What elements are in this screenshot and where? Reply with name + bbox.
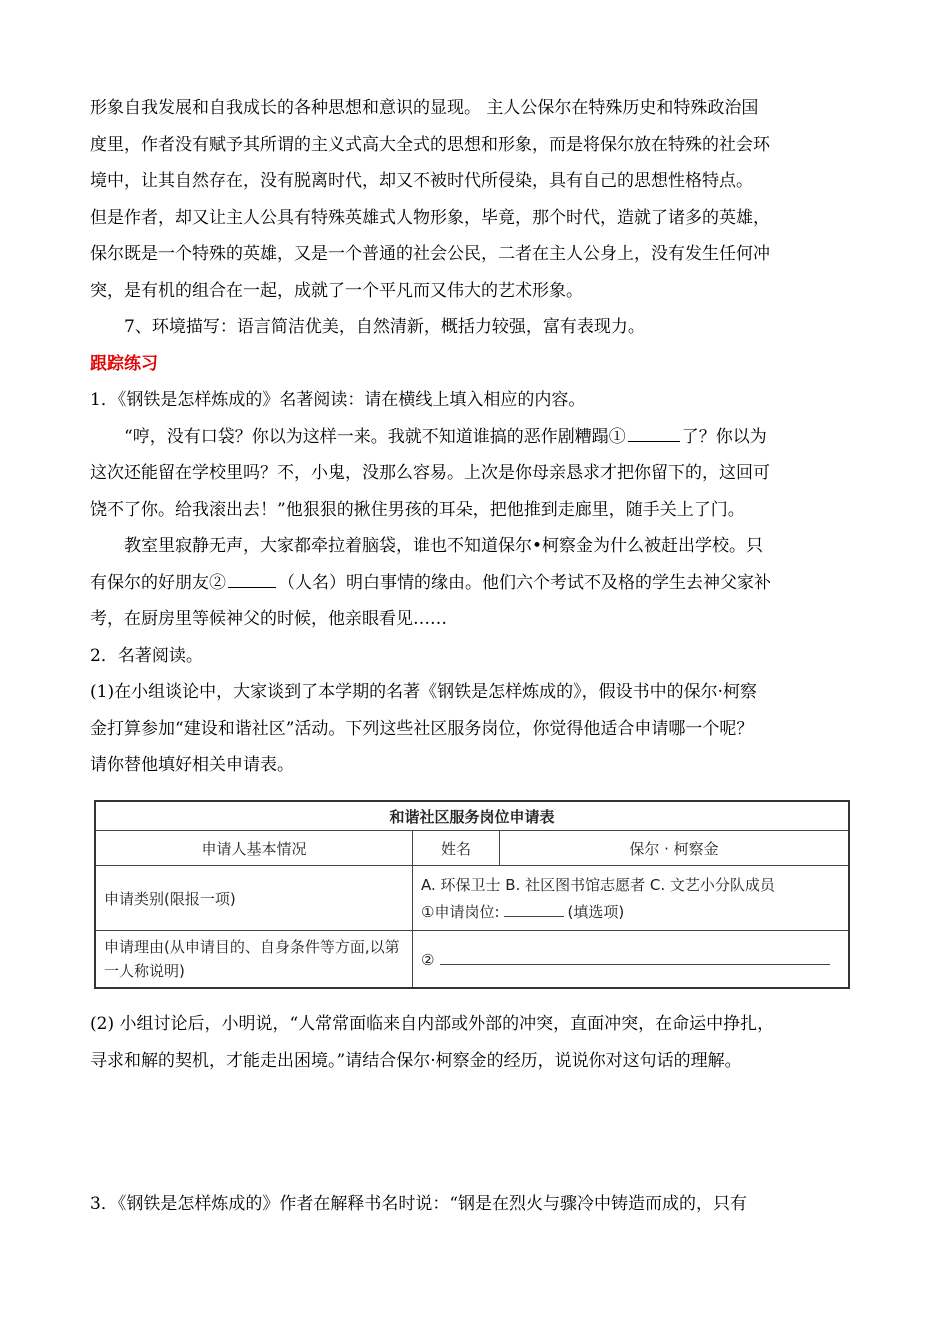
intro-paragraph [90,90,860,309]
document-page [90,90,860,784]
text-line: 教室里寂静无声，大家都牵拉着脑袋，谁也不知道保尔•柯察金为什么被赶出学校。只 [124,536,764,556]
basic-info-header: 申请人基本情况 [95,831,413,866]
text-line: 保尔既是一个特殊的英雄，又是一个普通的社会公民，二者在主人公身上，没有发生任何冲 [90,244,770,264]
text-line: (1)在小组谈论中，大家谈到了本学期的名著《钢铁是怎样炼成的》，假设书中的保尔·柯察 [90,682,757,702]
position-blank[interactable] [504,902,564,917]
text-line: 请你替他填好相关申请表。 [90,755,294,775]
position-line [421,901,840,922]
text-fragment: （人名）明白事情的缘由。他们六个考试不及格的学生去神父家补 [278,572,771,593]
question-1-line [90,565,860,602]
position-hint: (填选项) [567,903,625,921]
text-line: 境中，让其自然存在，没有脱离时代，却又不被时代所侵染，具有自己的思想性格特点。 [90,171,753,191]
text-line: 但是作者，却又让主人公具有特殊英雄式人物形象，毕竟，那个时代，造就了诸多的英雄， [90,207,770,228]
reason-mark: ② [421,950,435,969]
text-line: 饶不了你。给我滚出去！”他狠狠的揪住男孩的耳朵，把他推到走廊里，随手关上了门。 [90,499,745,520]
item-7: 7、环境描写：语言简洁优美，自然清新，概括力较强，富有表现力。 [124,317,645,337]
text-line: 形象自我发展和自我成长的各种思想和意识的显现。 主人公保尔在特殊历史和特殊政治国 [90,98,759,118]
question-2-prompt: 2．名著阅读。 [90,645,203,666]
text-fragment: 了？你以为 [681,426,767,447]
text-line: 这次还能留在学校里吗？不，小鬼，没那么容易。上次是你母亲恳求才把你留下的，这回可 [90,463,770,483]
application-form-table [94,800,850,989]
question-1-line [90,419,860,456]
question-2-part-2 [90,1006,860,1079]
text-line: 度里，作者没有赋予其所谓的主义式高大全式的思想和形象，而是将保尔放在特殊的社会环 [90,134,770,155]
category-options: A. 环保卫士 B. 社区图书馆志愿者 C. 文艺小分队成员 [421,876,775,894]
text-line: 考，在厨房里等候神父的时候，他亲眼看见…… [90,609,447,629]
form-title: 和谐社区服务岗位申请表 [95,801,849,831]
question-3-prompt: 3．《钢铁是怎样炼成的》作者在解释书名时说：“钢是在烈火与骤冷中铸造而成的，只有 [90,1194,748,1214]
position-label: ①申请岗位: [421,903,500,921]
reason-cell [413,931,850,989]
answer-blank-1[interactable] [628,423,680,442]
text-line: (2) 小组讨论后，小明说，“人常常面临来自内部或外部的冲突，直面冲突，在命运中挣扎， [90,1014,775,1034]
text-line: 突，是有机的组合在一起，成就了一个平凡而又伟大的艺术形象。 [90,280,583,301]
reason-blank[interactable] [440,950,830,965]
category-options-cell [413,866,850,931]
section-heading: 跟踪练习 [90,353,158,374]
text-fragment: “哼，没有口袋？你以为这样一来。我就不知道谁搞的恶作剧糟蹋① [124,426,626,447]
name-label: 姓名 [413,831,500,866]
category-label: 申请类别(限报一项) [95,866,413,931]
text-line: 寻求和解的契机，才能走出困境。”请结合保尔·柯察金的经历，说说你对这句话的理解。 [90,1050,742,1071]
text-line: 金打算参加“建设和谐社区”活动。下列这些社区服务岗位，你觉得他适合申请哪一个呢？ [90,718,754,739]
name-value: 保尔 · 柯察金 [500,831,850,866]
text-fragment: 有保尔的好朋友② [90,572,226,593]
answer-blank-2[interactable] [228,569,276,588]
reason-label: 申请理由(从申请目的、自身条件等方面,以第一人称说明) [95,931,413,989]
question-1-prompt: 1．《钢铁是怎样炼成的》名著阅读：请在横线上填入相应的内容。 [90,390,586,410]
question-3 [90,1186,860,1223]
